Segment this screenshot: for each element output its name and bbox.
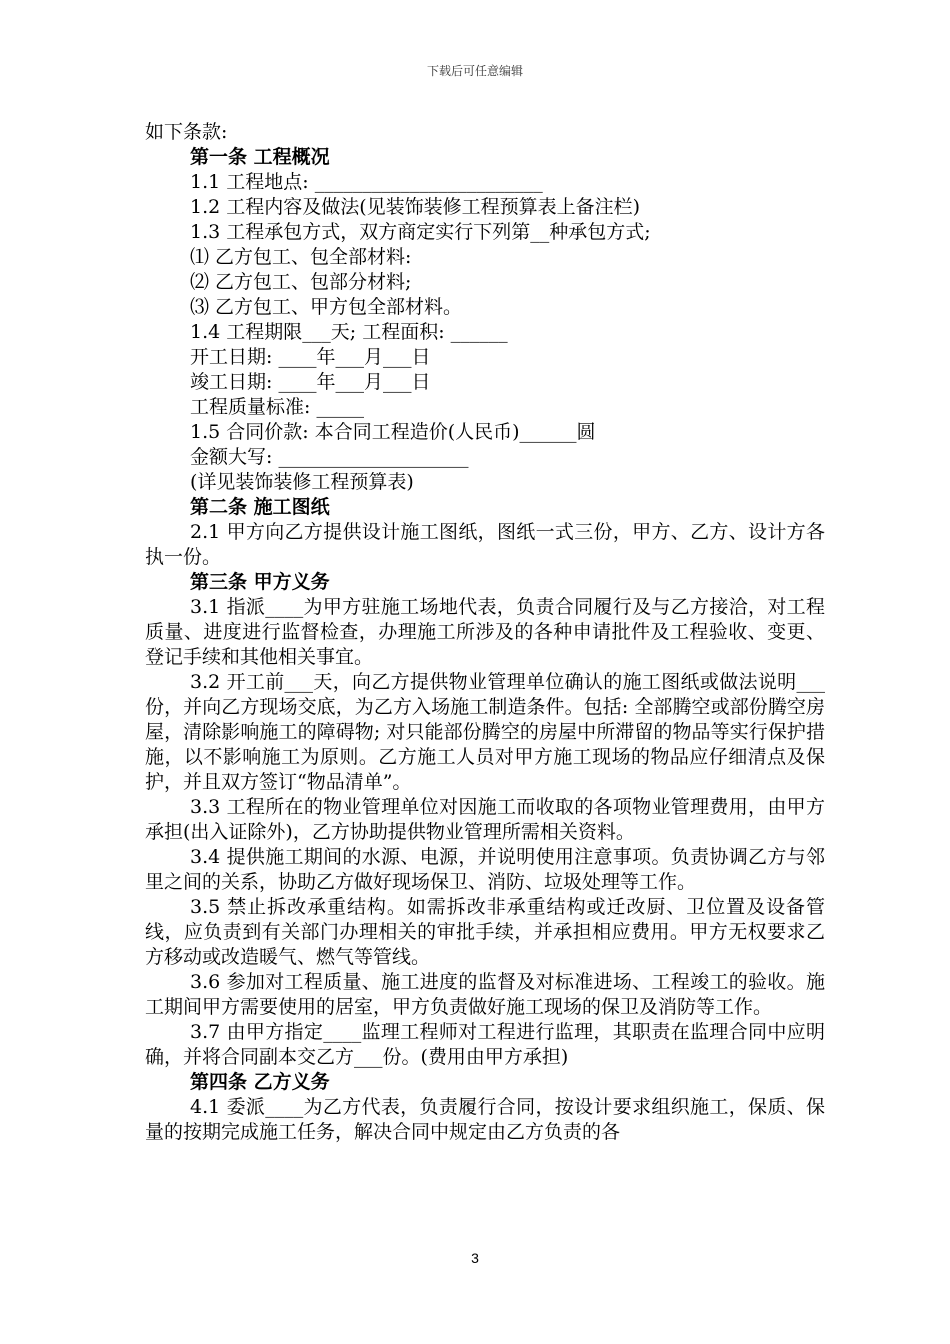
page-number: 3 xyxy=(471,1250,479,1266)
clause-3-4: 3.4 提供施工期间的水源、电源，并说明使用注意事项。负责协调乙方与邻里之间的关系，协助乙方做好现场保卫、消防、垃圾处理等工作。 xyxy=(145,846,825,893)
clause-3-1: 3.1 指派____为甲方驻施工场地代表，负责合同履行及与乙方接洽，对工程质量、进度进行监督检查，办理施工所涉及的各种申请批件及工程验收、变更、登记手续和其他相关事宜。 xyxy=(145,596,825,668)
clause-3-3: 3.3 工程所在的物业管理单位对因施工而收取的各项物业管理费用，由甲方承担(出入证除外)，乙方协助提供物业管理所需相关资料。 xyxy=(145,796,825,843)
clause-4-1: 4.1 委派____为乙方代表，负责履行合同，按设计要求组织施工，保质、保量的按期完成施工任务，解决合同中规定由乙方负责的各 xyxy=(145,1096,825,1143)
amount-in-words: 金额大写: ____________________ xyxy=(190,446,469,468)
budget-note: (详见装饰装修工程预算表) xyxy=(190,471,414,493)
page-header: 下载后可任意编辑 xyxy=(426,64,523,78)
clause-3-2: 3.2 开工前___天，向乙方提供物业管理单位确认的施工图纸或做法说明___份，并向乙方现场交底，为乙方入场施工制造条件。包括: 全部腾空或部份腾空房屋，清除影响施工的障碍物; 对只能部份腾空的房屋中所滞留的物品等实行保护措施，以不影响施工为原则。乙方施工人员对甲方施工现场的物品应仔细清点及保护，并且双方签订“物品清单”。 xyxy=(145,671,825,793)
option-3: ⑶ 乙方包工、甲方包全部材料。 xyxy=(190,296,463,318)
document-body xyxy=(145,120,825,1145)
section-heading-3: 第三条 甲方义务 xyxy=(190,571,330,593)
option-2: ⑵ 乙方包工、包部分材料; xyxy=(190,271,412,293)
quality-standard: 工程质量标准: _____ xyxy=(190,396,364,418)
option-1: ⑴ 乙方包工、包全部材料: xyxy=(190,246,412,268)
start-date: 开工日期: ____年___月___日 xyxy=(190,346,431,368)
clause-1-2: 1.2 工程内容及做法(见装饰装修工程预算表上备注栏) xyxy=(190,196,641,218)
section-heading-4: 第四条 乙方义务 xyxy=(190,1071,330,1093)
clause-3-6: 3.6 参加对工程质量、施工进度的监督及对标准进场、工程竣工的验收。施工期间甲方需要使用的居室，甲方负责做好施工现场的保卫及消防等工作。 xyxy=(145,971,825,1018)
clause-1-5: 1.5 合同价款: 本合同工程造价(人民币)______圆 xyxy=(190,421,596,443)
clause-1-1: 1.1 工程地点: ________________________ xyxy=(190,171,543,193)
clause-3-7: 3.7 由甲方指定____监理工程师对工程进行监理，其职责在监理合同中应明确，并将合同副本交乙方___份。(费用由甲方承担) xyxy=(145,1021,825,1068)
clause-3-5: 3.5 禁止拆改承重结构。如需拆改非承重结构或迁改厨、卫位置及设备管线，应负责到有关部门办理相关的审批手续，并承担相应费用。甲方无权要求乙方移动或改造暖气、燃气等管线。 xyxy=(145,896,825,968)
clause-2-1: 2.1 甲方向乙方提供设计施工图纸，图纸一式三份，甲方、乙方、设计方各执一份。 xyxy=(145,521,825,568)
section-heading-2: 第二条 施工图纸 xyxy=(190,496,330,518)
end-date: 竣工日期: ____年___月___日 xyxy=(190,371,431,393)
clause-1-4: 1.4 工程期限___天; 工程面积: ______ xyxy=(190,321,508,343)
intro-line: 如下条款: xyxy=(145,121,228,143)
clause-1-3: 1.3 工程承包方式，双方商定实行下列第__种承包方式; xyxy=(190,221,651,243)
section-heading-1: 第一条 工程概况 xyxy=(190,146,330,168)
